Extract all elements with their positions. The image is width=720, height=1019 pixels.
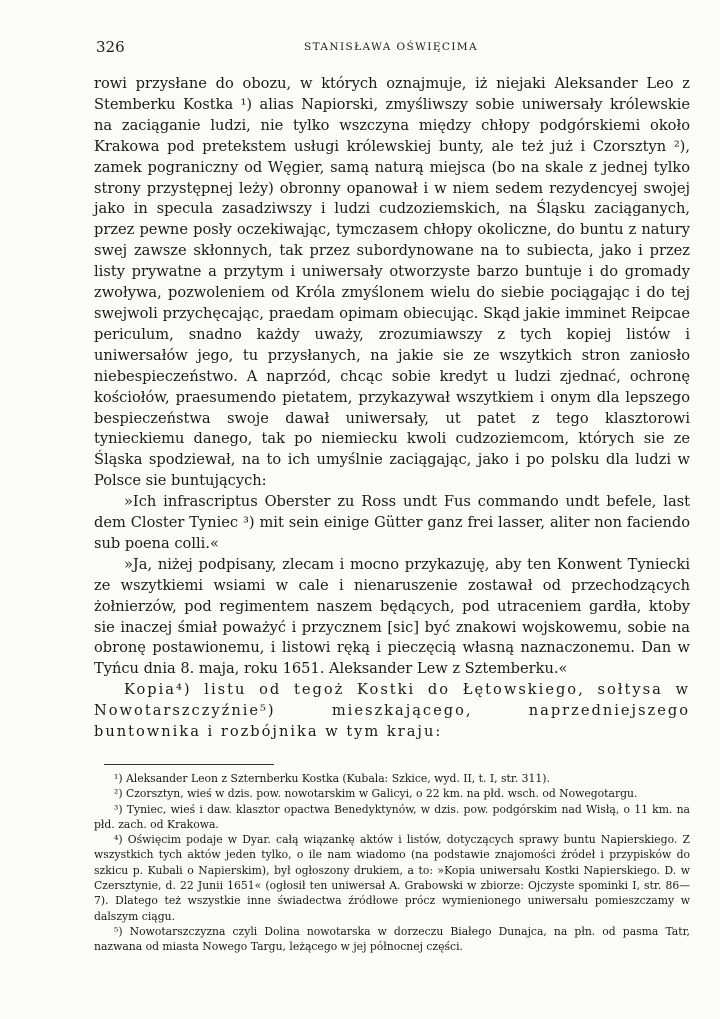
footnotes	[94, 771, 690, 955]
letter-heading: Kopia⁴) listu od tegoż Kostki do Łętowskiego, sołtysa w Nowotarszczyźnie⁵) mieszkającego, naprzedniejszego buntownika i rozbójnika w tym kraju:	[94, 681, 690, 741]
running-title: STANISŁAWA OŚWIĘCIMA	[303, 41, 479, 53]
footnote-2: ²) Czorsztyn, wieś w dzis. pow. nowotarskim w Galicyi, o 22 km. na płd. wsch. od Nowegotargu.	[114, 787, 638, 801]
footnote-5: ⁵) Nowotarszczyzna czyli Dolina nowotarska w dorzeczu Białego Dunajca, na płn. od pasma Tatr, nazwana od miasta Nowego Targu, leżącego w jej północnej części.	[94, 924, 690, 954]
quote-german: »Ich infrascriptus Oberster zu Ross undt Fus commando undt befele, last dem Closter Tyniec ³) mit sein einige Gütter ganz frei lasser, aliter non faciendo sub poena colli.«	[94, 493, 690, 552]
footnote-3: ³) Tyniec, wieś i daw. klasztor opactwa Benedyktynów, w dzis. pow. podgórskim nad Wisłą, o 11 km. na płd. zach. od Krakowa.	[94, 802, 690, 831]
main-text	[94, 74, 690, 743]
quote-polish: »Ja, niżej podpisany, zlecam i mocno przykazuję, aby ten Konwent Tyniecki ze wszytkiemi wsiami w cale i nienaruszenie zostawał od przechodzących żołnierzów, pod regimentem naszem będących, pod utraceniem gardła, ktoby sie inaczej śmiał poważyć i przycznem [sic] być znakowi wojskowemu, sobie na obronę postawionemu, i listowi ręką i pieczęcią własną naznaczonemu. Dan w Tyńcu dnia 8. maja, roku 1651. Aleksander Lew z Sztemberku.«	[94, 555, 690, 678]
footnote-1: ¹) Aleksander Leon z Szternberku Kostka (Kubala: Szkice, wyd. II, t. I, str. 311).	[114, 772, 550, 785]
page-number: 326	[96, 38, 125, 56]
footnote-divider	[104, 764, 274, 765]
page-header	[96, 38, 686, 58]
paragraph-report: rowi przysłane do obozu, w których oznajmuje, iż niejaki Aleksander Leo z Stemberku Kostka ¹) alias Napiorski, zmyśliwszy sobie uniwersały królewskie na zaciąganie ludzi, nie tylko wszczyna między chłopy podgórskiemi około Krakowa pod pretekstem usługi królewskiej bunty, ale też już i Czorsztyn ²), zamek pograniczny od Węgier, samą naturą miejsca (bo na skale z jednej tylko strony przystępnej leży) obronny opanował i w niem sedem rezydencyej swojej jako in specula zasadziwszy i ludzi cudzoziemskich, na Śląsku zaciąganych, przez pewne posły oczekiwając, tymczasem chłopy okoliczne, do buntu z natury swej zawsze skłonnych, tak przez subordynowane na to subiecta, jako i przez listy prywatne a przytym i uniwersały otworzyste barzo buntuje i do gromady zwoływa, pozwoleniem od Króla zmyślonem wielu do siebie pociągając i do tej swejwoli przychęcając, praedam opimam obiecując. Skąd jakie imminet Reipcae periculum, snadno każdy uważy, zrozumiawszy z tych kopiej listów i uniwersałów jego, tu przysłanych, na jakie sie ze wszytkich stron zaniosło niebespieczeństwo. A naprzód, chcąc sobie kredyt u ludzi zjednać, ochronę kościołów, praesumendo pietatem, przykazywał wszytkiem i onym dla lepszego bespieczeństwa swoje dawał uniwersały, ut patet z tego klasztorowi tynieckiemu danego, tak po niemiecku kwoli cudzoziemcom, których sie ze Śląska spodziewał, na to ich umyślnie zaciągając, jako i po polsku dla ludzi w Polsce sie buntujących:	[94, 75, 690, 490]
footnote-4: ⁴) Oświęcim podaje w Dyar. całą wiązankę aktów i listów, dotyczących sprawy buntu Napierskiego. Z wszystkich tych aktów jeden tylko, o ile nam wiadomo (na podstawie znajomości źródeł i przypisków do szkicu p. Kubali o Napierskim), był ogłoszony drukiem, a to: »Kopia uniwersału Kostki Napierskiego. D. w Czersztynie, d. 22 Junii 1651« (ogłosił ten uniwersał A. Grabowski w zbiorze: Ojczyste spominki I, str. 86—7). Dlatego też wszystkie inne świadectwa źródłowe prócz wymienionego uniwersału pomieszczamy w dalszym ciągu.	[94, 833, 690, 923]
